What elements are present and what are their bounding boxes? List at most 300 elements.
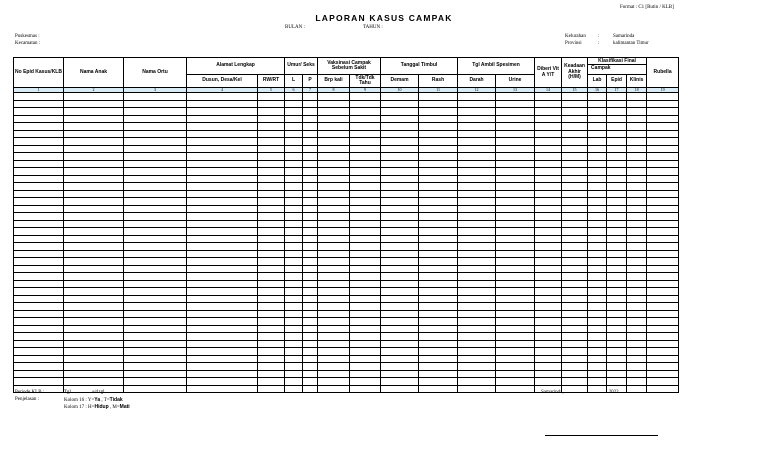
table-cell[interactable] xyxy=(458,175,496,183)
table-cell[interactable] xyxy=(381,205,419,213)
table-cell[interactable] xyxy=(496,168,535,176)
table-cell[interactable] xyxy=(14,145,64,153)
table-cell[interactable] xyxy=(318,258,350,266)
table-cell[interactable] xyxy=(458,378,496,386)
table-cell[interactable] xyxy=(496,183,535,191)
table-cell[interactable] xyxy=(350,175,381,183)
table-cell[interactable] xyxy=(458,205,496,213)
table-cell[interactable] xyxy=(285,205,303,213)
table-cell[interactable] xyxy=(627,138,647,146)
table-cell[interactable] xyxy=(458,333,496,341)
table-cell[interactable] xyxy=(303,175,318,183)
table-cell[interactable] xyxy=(303,138,318,146)
table-cell[interactable] xyxy=(588,115,607,123)
table-cell[interactable] xyxy=(607,348,627,356)
table-cell[interactable] xyxy=(607,355,627,363)
table-cell[interactable] xyxy=(285,198,303,206)
table-cell[interactable] xyxy=(64,175,124,183)
table-cell[interactable] xyxy=(258,130,285,138)
table-cell[interactable] xyxy=(458,198,496,206)
table-cell[interactable] xyxy=(627,363,647,371)
table-cell[interactable] xyxy=(350,378,381,386)
table-cell[interactable] xyxy=(419,228,458,236)
table-cell[interactable] xyxy=(350,220,381,228)
table-cell[interactable] xyxy=(14,160,64,168)
table-cell[interactable] xyxy=(419,265,458,273)
table-cell[interactable] xyxy=(562,363,588,371)
table-cell[interactable] xyxy=(562,183,588,191)
table-cell[interactable] xyxy=(607,295,627,303)
table-cell[interactable] xyxy=(124,325,187,333)
table-cell[interactable] xyxy=(187,138,258,146)
table-cell[interactable] xyxy=(350,153,381,161)
table-cell[interactable] xyxy=(496,363,535,371)
table-cell[interactable] xyxy=(318,168,350,176)
table-cell[interactable] xyxy=(627,115,647,123)
table-cell[interactable] xyxy=(350,190,381,198)
table-cell[interactable] xyxy=(419,198,458,206)
table-cell[interactable] xyxy=(124,385,187,393)
table-cell[interactable] xyxy=(458,183,496,191)
table-cell[interactable] xyxy=(187,273,258,281)
table-cell[interactable] xyxy=(647,318,679,326)
table-cell[interactable] xyxy=(14,348,64,356)
table-cell[interactable] xyxy=(458,138,496,146)
table-cell[interactable] xyxy=(562,205,588,213)
table-cell[interactable] xyxy=(318,363,350,371)
table-cell[interactable] xyxy=(381,160,419,168)
table-cell[interactable] xyxy=(496,175,535,183)
table-cell[interactable] xyxy=(607,318,627,326)
table-cell[interactable] xyxy=(588,168,607,176)
table-cell[interactable] xyxy=(258,235,285,243)
table-cell[interactable] xyxy=(318,190,350,198)
table-cell[interactable] xyxy=(535,250,562,258)
table-cell[interactable] xyxy=(419,138,458,146)
table-cell[interactable] xyxy=(318,138,350,146)
table-cell[interactable] xyxy=(285,385,303,393)
table-cell[interactable] xyxy=(647,168,679,176)
table-cell[interactable] xyxy=(258,138,285,146)
table-cell[interactable] xyxy=(318,228,350,236)
table-cell[interactable] xyxy=(258,243,285,251)
table-cell[interactable] xyxy=(496,190,535,198)
table-cell[interactable] xyxy=(562,115,588,123)
table-cell[interactable] xyxy=(627,295,647,303)
table-cell[interactable] xyxy=(458,258,496,266)
table-cell[interactable] xyxy=(607,378,627,386)
table-cell[interactable] xyxy=(627,93,647,101)
table-cell[interactable] xyxy=(381,348,419,356)
table-cell[interactable] xyxy=(562,303,588,311)
table-cell[interactable] xyxy=(535,108,562,116)
table-cell[interactable] xyxy=(535,160,562,168)
table-cell[interactable] xyxy=(350,160,381,168)
table-cell[interactable] xyxy=(419,325,458,333)
table-cell[interactable] xyxy=(303,265,318,273)
table-cell[interactable] xyxy=(607,303,627,311)
table-cell[interactable] xyxy=(647,93,679,101)
table-cell[interactable] xyxy=(419,168,458,176)
table-cell[interactable] xyxy=(607,243,627,251)
table-cell[interactable] xyxy=(458,160,496,168)
table-cell[interactable] xyxy=(496,145,535,153)
table-cell[interactable] xyxy=(419,273,458,281)
table-cell[interactable] xyxy=(496,220,535,228)
table-cell[interactable] xyxy=(14,93,64,101)
table-cell[interactable] xyxy=(350,303,381,311)
table-cell[interactable] xyxy=(607,153,627,161)
table-cell[interactable] xyxy=(562,370,588,378)
table-cell[interactable] xyxy=(381,325,419,333)
table-cell[interactable] xyxy=(124,318,187,326)
table-cell[interactable] xyxy=(303,280,318,288)
table-cell[interactable] xyxy=(458,318,496,326)
table-cell[interactable] xyxy=(458,348,496,356)
table-cell[interactable] xyxy=(627,168,647,176)
table-cell[interactable] xyxy=(350,115,381,123)
table-cell[interactable] xyxy=(627,205,647,213)
table-cell[interactable] xyxy=(381,138,419,146)
table-cell[interactable] xyxy=(303,288,318,296)
table-cell[interactable] xyxy=(303,93,318,101)
table-cell[interactable] xyxy=(458,130,496,138)
table-cell[interactable] xyxy=(562,108,588,116)
table-cell[interactable] xyxy=(14,340,64,348)
table-cell[interactable] xyxy=(607,145,627,153)
table-cell[interactable] xyxy=(627,370,647,378)
table-cell[interactable] xyxy=(496,340,535,348)
table-cell[interactable] xyxy=(124,265,187,273)
table-cell[interactable] xyxy=(647,153,679,161)
table-cell[interactable] xyxy=(647,108,679,116)
table-cell[interactable] xyxy=(496,280,535,288)
table-cell[interactable] xyxy=(535,348,562,356)
table-cell[interactable] xyxy=(124,183,187,191)
table-cell[interactable] xyxy=(588,160,607,168)
table-cell[interactable] xyxy=(562,100,588,108)
table-cell[interactable] xyxy=(588,303,607,311)
table-cell[interactable] xyxy=(627,183,647,191)
table-cell[interactable] xyxy=(381,355,419,363)
table-cell[interactable] xyxy=(124,378,187,386)
table-cell[interactable] xyxy=(627,175,647,183)
table-cell[interactable] xyxy=(647,220,679,228)
table-cell[interactable] xyxy=(419,250,458,258)
table-cell[interactable] xyxy=(607,370,627,378)
table-cell[interactable] xyxy=(588,183,607,191)
table-cell[interactable] xyxy=(285,318,303,326)
table-cell[interactable] xyxy=(535,288,562,296)
table-cell[interactable] xyxy=(64,160,124,168)
table-cell[interactable] xyxy=(14,250,64,258)
table-cell[interactable] xyxy=(627,213,647,221)
table-cell[interactable] xyxy=(303,258,318,266)
table-cell[interactable] xyxy=(285,348,303,356)
table-cell[interactable] xyxy=(187,130,258,138)
table-cell[interactable] xyxy=(187,378,258,386)
table-cell[interactable] xyxy=(607,288,627,296)
table-cell[interactable] xyxy=(187,303,258,311)
table-cell[interactable] xyxy=(285,355,303,363)
table-cell[interactable] xyxy=(258,160,285,168)
table-cell[interactable] xyxy=(187,325,258,333)
table-cell[interactable] xyxy=(318,333,350,341)
table-cell[interactable] xyxy=(64,228,124,236)
table-cell[interactable] xyxy=(647,115,679,123)
table-cell[interactable] xyxy=(562,175,588,183)
table-cell[interactable] xyxy=(647,355,679,363)
table-cell[interactable] xyxy=(458,385,496,393)
table-cell[interactable] xyxy=(124,168,187,176)
table-cell[interactable] xyxy=(647,250,679,258)
table-cell[interactable] xyxy=(318,250,350,258)
table-cell[interactable] xyxy=(64,310,124,318)
table-cell[interactable] xyxy=(562,198,588,206)
table-cell[interactable] xyxy=(419,108,458,116)
table-cell[interactable] xyxy=(350,243,381,251)
table-cell[interactable] xyxy=(14,205,64,213)
table-cell[interactable] xyxy=(303,325,318,333)
table-cell[interactable] xyxy=(187,250,258,258)
table-cell[interactable] xyxy=(607,93,627,101)
table-cell[interactable] xyxy=(187,295,258,303)
table-cell[interactable] xyxy=(647,348,679,356)
table-cell[interactable] xyxy=(187,333,258,341)
table-cell[interactable] xyxy=(562,273,588,281)
table-cell[interactable] xyxy=(14,115,64,123)
table-cell[interactable] xyxy=(588,265,607,273)
table-cell[interactable] xyxy=(124,153,187,161)
table-cell[interactable] xyxy=(647,175,679,183)
table-cell[interactable] xyxy=(562,145,588,153)
table-cell[interactable] xyxy=(647,288,679,296)
table-cell[interactable] xyxy=(496,273,535,281)
table-cell[interactable] xyxy=(14,123,64,131)
table-cell[interactable] xyxy=(496,138,535,146)
table-cell[interactable] xyxy=(124,370,187,378)
table-cell[interactable] xyxy=(535,190,562,198)
table-cell[interactable] xyxy=(124,333,187,341)
table-cell[interactable] xyxy=(588,235,607,243)
table-cell[interactable] xyxy=(14,333,64,341)
table-cell[interactable] xyxy=(381,235,419,243)
table-cell[interactable] xyxy=(419,183,458,191)
table-cell[interactable] xyxy=(258,123,285,131)
table-cell[interactable] xyxy=(588,138,607,146)
table-cell[interactable] xyxy=(419,348,458,356)
table-cell[interactable] xyxy=(627,273,647,281)
table-cell[interactable] xyxy=(647,205,679,213)
table-cell[interactable] xyxy=(258,310,285,318)
table-cell[interactable] xyxy=(647,273,679,281)
table-cell[interactable] xyxy=(535,363,562,371)
table-cell[interactable] xyxy=(285,325,303,333)
table-cell[interactable] xyxy=(124,258,187,266)
table-cell[interactable] xyxy=(562,243,588,251)
table-cell[interactable] xyxy=(318,273,350,281)
table-cell[interactable] xyxy=(562,235,588,243)
table-cell[interactable] xyxy=(627,333,647,341)
table-cell[interactable] xyxy=(419,258,458,266)
table-cell[interactable] xyxy=(627,378,647,386)
table-cell[interactable] xyxy=(647,385,679,393)
table-cell[interactable] xyxy=(303,190,318,198)
table-cell[interactable] xyxy=(419,318,458,326)
table-cell[interactable] xyxy=(318,183,350,191)
table-cell[interactable] xyxy=(285,295,303,303)
table-cell[interactable] xyxy=(647,363,679,371)
table-cell[interactable] xyxy=(258,228,285,236)
table-cell[interactable] xyxy=(627,145,647,153)
table-cell[interactable] xyxy=(419,190,458,198)
table-cell[interactable] xyxy=(64,190,124,198)
table-cell[interactable] xyxy=(187,348,258,356)
table-cell[interactable] xyxy=(318,115,350,123)
table-cell[interactable] xyxy=(458,145,496,153)
table-cell[interactable] xyxy=(318,303,350,311)
table-cell[interactable] xyxy=(187,123,258,131)
table-cell[interactable] xyxy=(627,385,647,393)
table-cell[interactable] xyxy=(350,205,381,213)
table-cell[interactable] xyxy=(350,228,381,236)
table-cell[interactable] xyxy=(607,325,627,333)
table-cell[interactable] xyxy=(562,325,588,333)
table-cell[interactable] xyxy=(124,273,187,281)
table-cell[interactable] xyxy=(627,243,647,251)
table-cell[interactable] xyxy=(350,235,381,243)
table-cell[interactable] xyxy=(496,348,535,356)
table-cell[interactable] xyxy=(14,363,64,371)
table-cell[interactable] xyxy=(562,160,588,168)
table-cell[interactable] xyxy=(647,198,679,206)
table-cell[interactable] xyxy=(64,288,124,296)
table-cell[interactable] xyxy=(535,175,562,183)
table-cell[interactable] xyxy=(285,235,303,243)
table-cell[interactable] xyxy=(588,333,607,341)
table-cell[interactable] xyxy=(381,310,419,318)
table-cell[interactable] xyxy=(562,220,588,228)
table-cell[interactable] xyxy=(535,183,562,191)
table-cell[interactable] xyxy=(607,273,627,281)
table-cell[interactable] xyxy=(647,130,679,138)
table-cell[interactable] xyxy=(458,355,496,363)
table-cell[interactable] xyxy=(381,130,419,138)
table-cell[interactable] xyxy=(535,213,562,221)
table-cell[interactable] xyxy=(562,280,588,288)
table-cell[interactable] xyxy=(381,385,419,393)
table-cell[interactable] xyxy=(535,355,562,363)
table-cell[interactable] xyxy=(285,123,303,131)
table-cell[interactable] xyxy=(258,288,285,296)
table-cell[interactable] xyxy=(64,295,124,303)
table-cell[interactable] xyxy=(535,153,562,161)
table-cell[interactable] xyxy=(381,295,419,303)
table-cell[interactable] xyxy=(350,250,381,258)
table-cell[interactable] xyxy=(381,370,419,378)
table-cell[interactable] xyxy=(303,340,318,348)
table-cell[interactable] xyxy=(285,130,303,138)
table-cell[interactable] xyxy=(381,265,419,273)
table-cell[interactable] xyxy=(381,228,419,236)
table-cell[interactable] xyxy=(535,145,562,153)
table-cell[interactable] xyxy=(607,228,627,236)
table-cell[interactable] xyxy=(535,273,562,281)
table-cell[interactable] xyxy=(350,280,381,288)
table-cell[interactable] xyxy=(535,333,562,341)
table-cell[interactable] xyxy=(285,220,303,228)
table-cell[interactable] xyxy=(647,145,679,153)
table-cell[interactable] xyxy=(496,243,535,251)
table-cell[interactable] xyxy=(303,213,318,221)
table-cell[interactable] xyxy=(14,370,64,378)
table-cell[interactable] xyxy=(496,378,535,386)
table-cell[interactable] xyxy=(647,213,679,221)
table-cell[interactable] xyxy=(588,363,607,371)
table-cell[interactable] xyxy=(64,235,124,243)
table-cell[interactable] xyxy=(318,108,350,116)
table-cell[interactable] xyxy=(588,318,607,326)
table-cell[interactable] xyxy=(64,100,124,108)
table-cell[interactable] xyxy=(588,100,607,108)
table-cell[interactable] xyxy=(258,325,285,333)
table-cell[interactable] xyxy=(607,160,627,168)
table-cell[interactable] xyxy=(187,168,258,176)
table-cell[interactable] xyxy=(303,145,318,153)
table-cell[interactable] xyxy=(607,175,627,183)
table-cell[interactable] xyxy=(124,145,187,153)
table-cell[interactable] xyxy=(562,190,588,198)
table-cell[interactable] xyxy=(303,100,318,108)
table-cell[interactable] xyxy=(258,370,285,378)
table-cell[interactable] xyxy=(458,228,496,236)
table-cell[interactable] xyxy=(303,220,318,228)
table-cell[interactable] xyxy=(535,168,562,176)
table-cell[interactable] xyxy=(187,228,258,236)
table-cell[interactable] xyxy=(350,340,381,348)
table-cell[interactable] xyxy=(285,333,303,341)
table-cell[interactable] xyxy=(187,280,258,288)
table-cell[interactable] xyxy=(14,153,64,161)
table-cell[interactable] xyxy=(381,153,419,161)
table-cell[interactable] xyxy=(350,355,381,363)
table-cell[interactable] xyxy=(562,213,588,221)
table-cell[interactable] xyxy=(381,100,419,108)
table-cell[interactable] xyxy=(318,123,350,131)
table-cell[interactable] xyxy=(627,235,647,243)
table-cell[interactable] xyxy=(381,190,419,198)
table-cell[interactable] xyxy=(187,258,258,266)
table-cell[interactable] xyxy=(588,325,607,333)
table-cell[interactable] xyxy=(588,123,607,131)
table-cell[interactable] xyxy=(496,108,535,116)
table-cell[interactable] xyxy=(303,123,318,131)
table-cell[interactable] xyxy=(535,100,562,108)
table-cell[interactable] xyxy=(588,273,607,281)
table-cell[interactable] xyxy=(285,160,303,168)
table-cell[interactable] xyxy=(588,93,607,101)
table-cell[interactable] xyxy=(350,370,381,378)
table-cell[interactable] xyxy=(350,318,381,326)
table-cell[interactable] xyxy=(627,258,647,266)
table-cell[interactable] xyxy=(562,130,588,138)
table-cell[interactable] xyxy=(535,220,562,228)
table-cell[interactable] xyxy=(303,108,318,116)
table-cell[interactable] xyxy=(318,93,350,101)
table-cell[interactable] xyxy=(458,288,496,296)
table-cell[interactable] xyxy=(381,145,419,153)
table-cell[interactable] xyxy=(535,205,562,213)
